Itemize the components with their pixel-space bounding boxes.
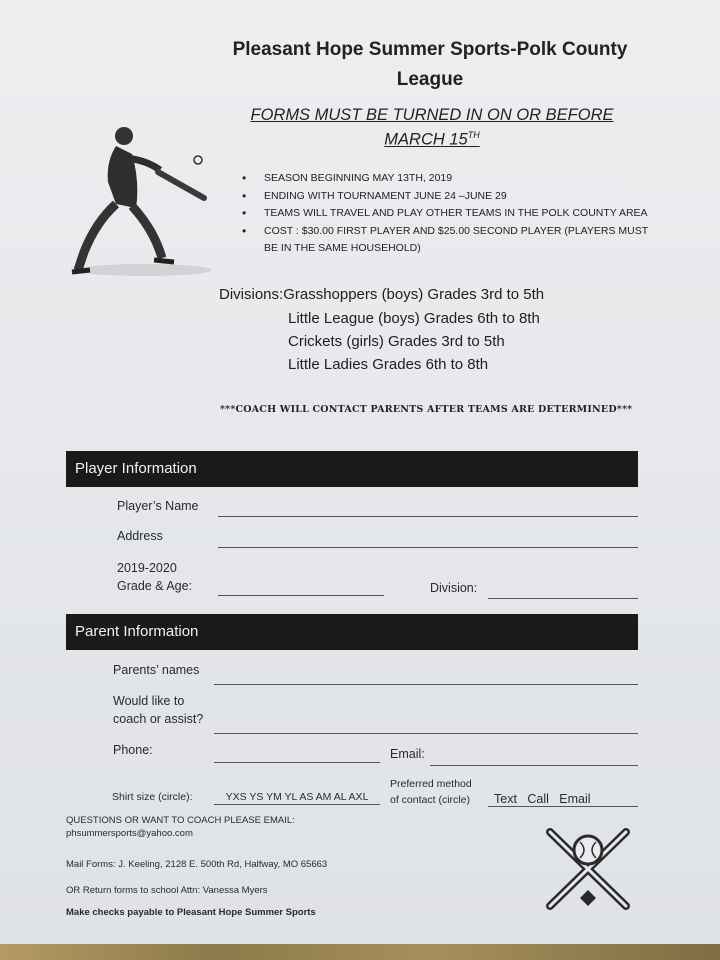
shirt-size-label: Shirt size (circle): [112, 791, 193, 803]
coach-assist-label-2: coach or assist? [113, 712, 204, 726]
division-label: Division: [430, 581, 478, 595]
address-label: Address [117, 529, 163, 543]
email-field[interactable] [430, 765, 638, 766]
contact-method-options[interactable]: Text Call Email [488, 792, 638, 807]
division-little-ladies: Little Ladies Grades 6th to 8th [288, 356, 489, 373]
address-field[interactable] [218, 547, 638, 548]
player-info-header: Player Information [66, 451, 638, 487]
return-forms-text: OR Return forms to school Attn: Vanessa Myers [66, 885, 268, 896]
parent-info-header: Parent Information [66, 614, 638, 650]
deadline-line-1: FORMS MUST BE TURNED IN ON OR BEFORE [250, 106, 614, 124]
mail-forms-address: Mail Forms: J. Keeling, 2128 E. 500th Rd, Halfway, MO 65663 [66, 859, 328, 870]
phone-label: Phone: [113, 743, 153, 757]
table-surface [0, 944, 720, 960]
title-line-1: Pleasant Hope Summer Sports-Polk County [232, 39, 628, 60]
contact-email[interactable]: phsummersports@yahoo.com [66, 828, 193, 839]
bullet-season: • SEASON BEGINNING MAY 13TH, 2019 [242, 170, 652, 188]
coach-assist-label-1: Would like to [113, 694, 185, 708]
crossed-bats-icon [542, 826, 634, 914]
parents-names-label: Parents’ names [113, 663, 200, 677]
deadline-line-2: MARCH 15TH [384, 130, 480, 149]
questions-text: QUESTIONS OR WANT TO COACH PLEASE EMAIL: [66, 815, 295, 826]
page-title [170, 36, 690, 94]
title-line-2: League [396, 69, 464, 90]
batter-icon [66, 112, 216, 284]
contact-method-label-1: Preferred method [390, 778, 472, 790]
division-little-league: Little League (boys) Grades 6th to 8th [288, 310, 540, 327]
bullet-tournament: • ENDING WITH TOURNAMENT JUNE 24 –JUNE 29 [242, 188, 652, 206]
coach-assist-field[interactable] [214, 733, 638, 734]
shirt-size-options[interactable]: YXS YS YM YL AS AM AL AXL [214, 791, 380, 805]
division-crickets: Crickets (girls) Grades 3rd to 5th [288, 333, 505, 350]
grade-age-field[interactable] [218, 595, 384, 596]
year-label: 2019-2020 [117, 561, 177, 575]
grade-age-label: Grade & Age: [117, 579, 193, 593]
phone-field[interactable] [214, 762, 380, 763]
division-grasshoppers: Divisions:Grasshoppers (boys) Grades 3rd to 5th [219, 286, 545, 303]
contact-method-label-2: of contact (circle) [390, 794, 470, 806]
bullet-travel: • TEAMS WILL TRAVEL AND PLAY OTHER TEAMS IN THE POLK COUNTY AREA [242, 205, 652, 223]
bullet-cost: • COST : $30.00 FIRST PLAYER AND $25.00 SECOND PLAYER (PLAYERS MUST BE IN THE SAME HOUSEHOLD) [242, 223, 652, 258]
division-field[interactable] [488, 598, 638, 599]
player-name-field[interactable] [218, 516, 638, 517]
coach-note: ***COACH WILL CONTACT PARENTS AFTER TEAMS ARE DETERMINED*** [220, 404, 633, 415]
parents-names-field[interactable] [214, 684, 638, 685]
checks-payable-text: Make checks payable to Pleasant Hope Summer Sports [66, 907, 316, 918]
info-bullets [242, 170, 652, 258]
player-name-label: Player’s Name [117, 499, 199, 513]
email-label: Email: [390, 747, 425, 761]
